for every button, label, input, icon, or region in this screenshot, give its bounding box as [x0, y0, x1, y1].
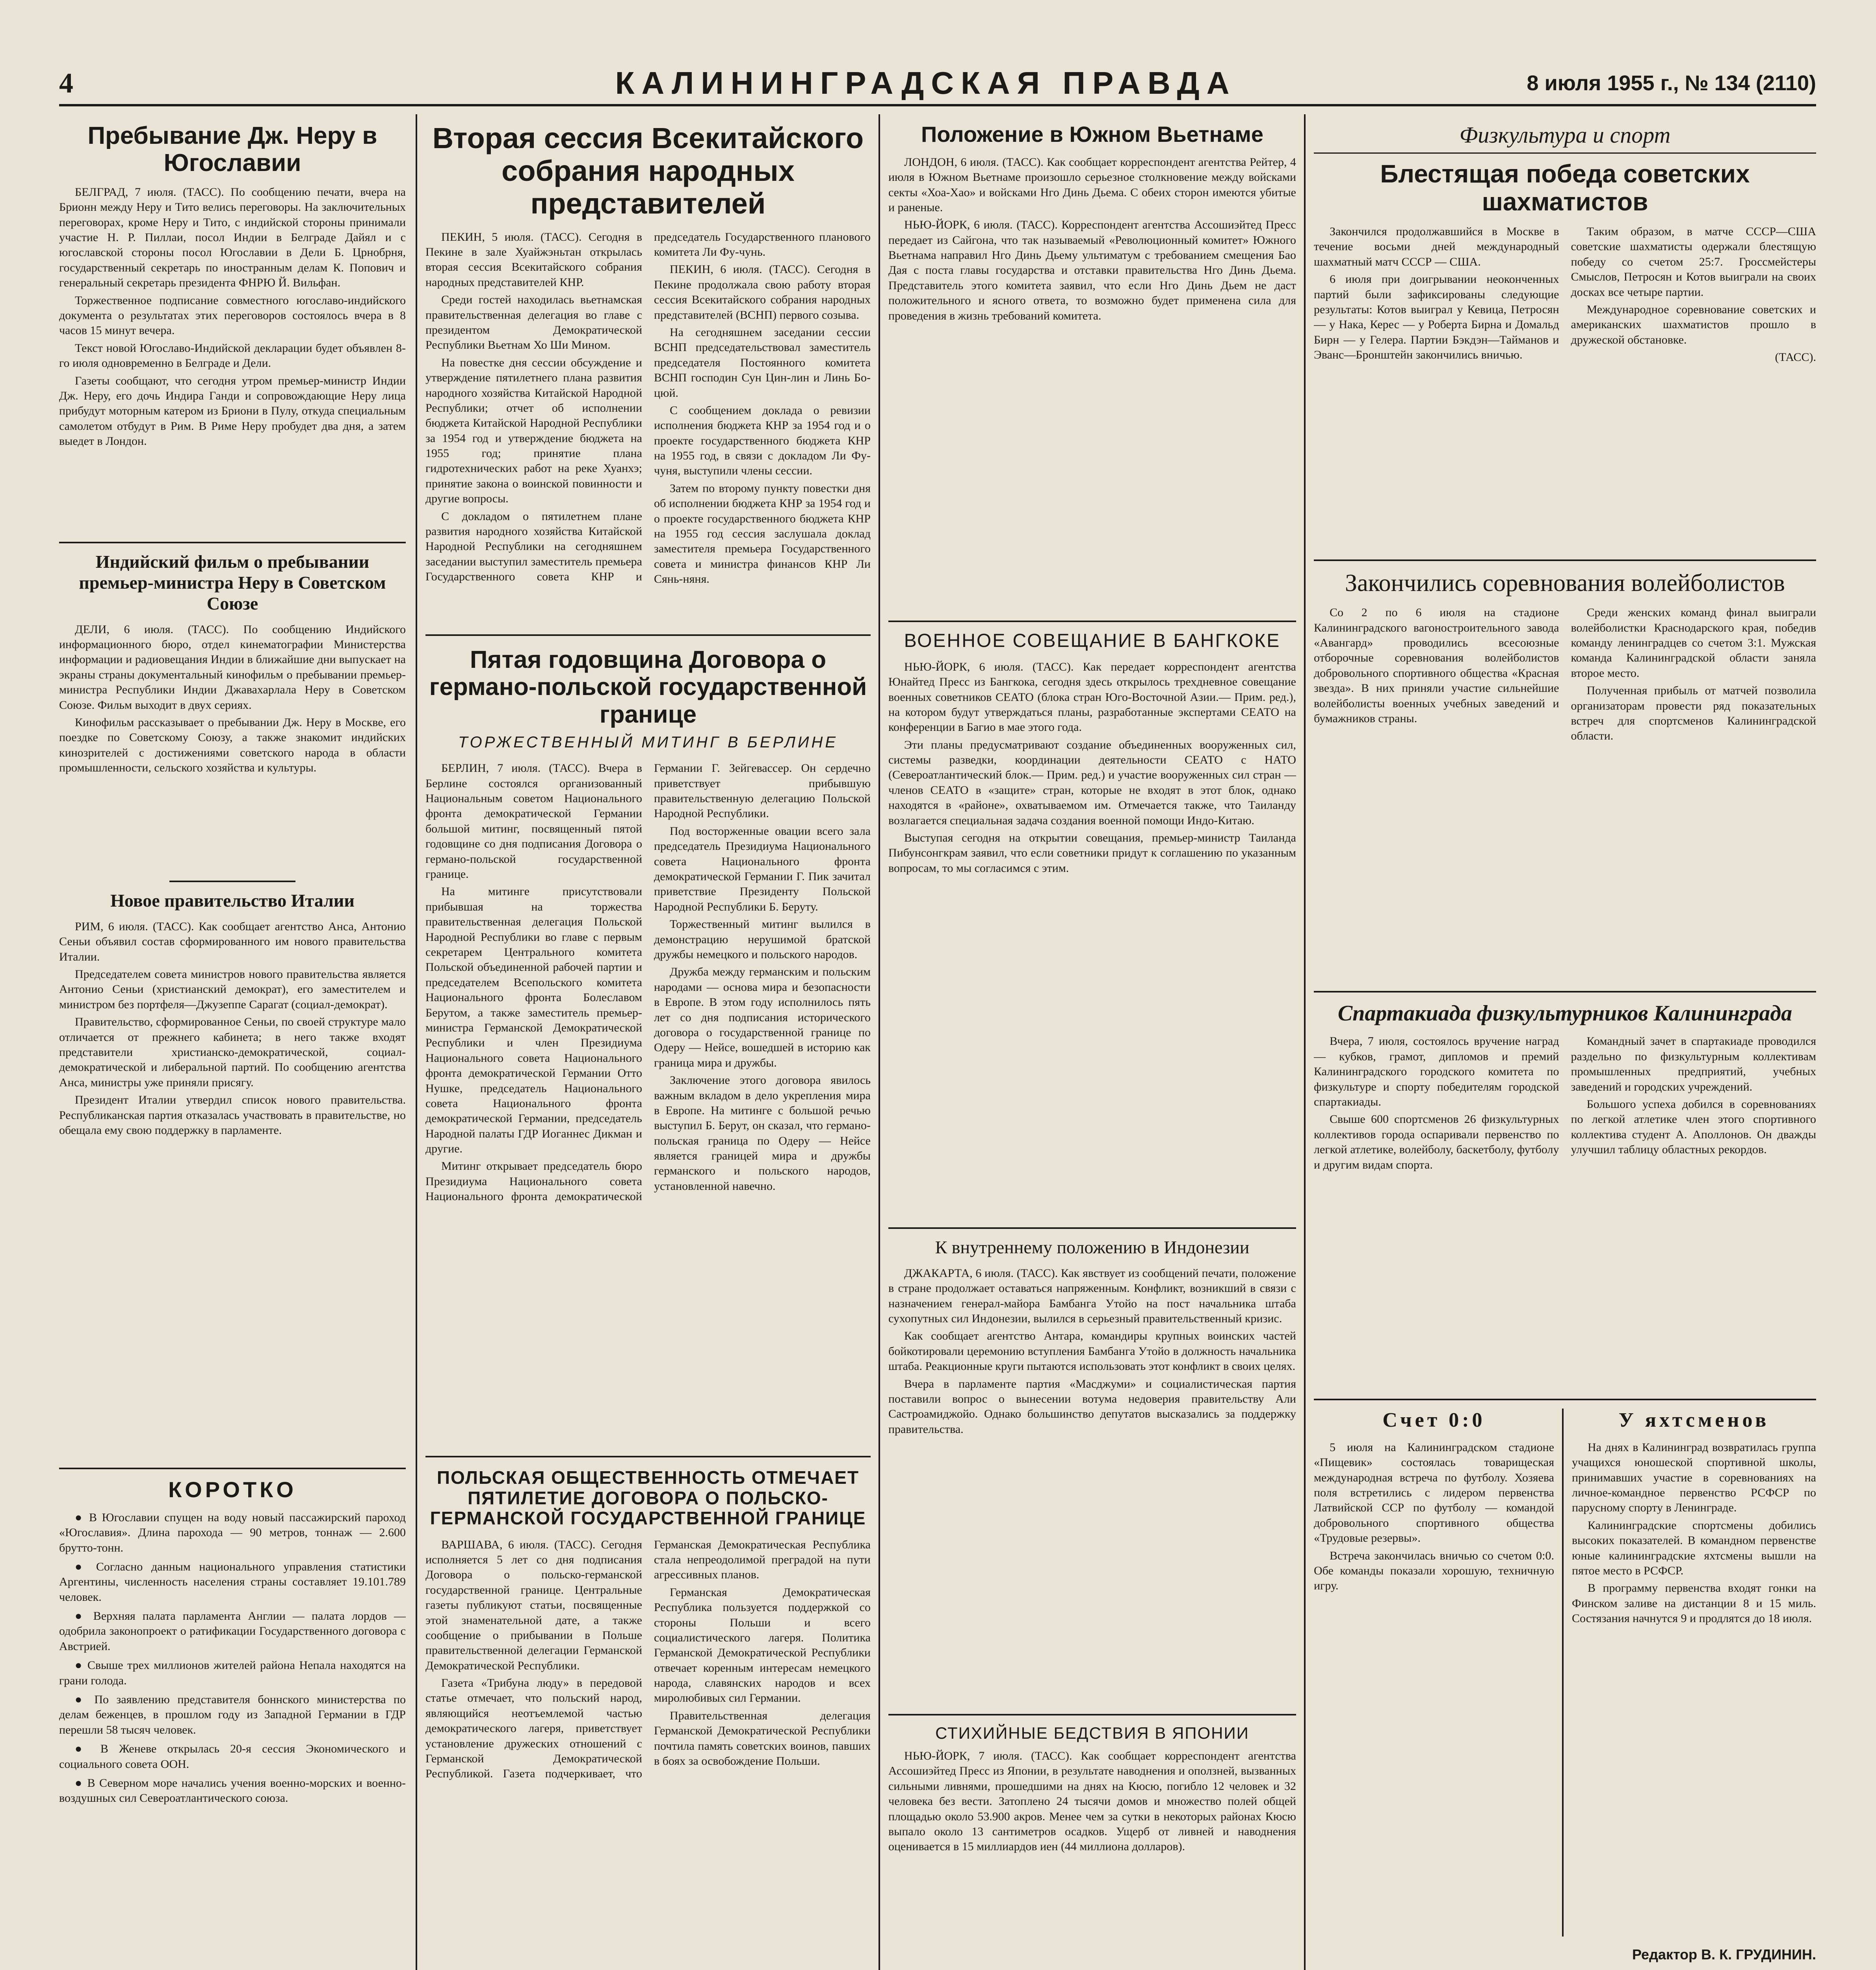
- article-japan-disasters: [888, 1724, 1296, 1968]
- article-title: Индийский фильм о пребывании премьер-министра Неру в Советском Союзе: [79, 552, 386, 613]
- article-paragraph: НЬЮ-ЙОРК, 7 июля. (ТАСС). Как сообщает корреспондент агентства Ассошиэйтед Пресс из Японии, в результате наводнения и оползней, вызванных сильными ливнями, прошедшими на днях на Кюсю, погибло 12 человек и 32 человека без вести. Затоплено 24 тысячи домов и множество полей общей площадью около 53.900 акров. Менее чем за сутки в некоторых районах Кюсю выпало около 13 сантиметров осадков. Ущерб от ливней и наводнения оценивается в 15 миллиардов иен (44 миллиона долларов).: [888, 1749, 1296, 1853]
- article-nehru-yugoslavia: [59, 122, 406, 536]
- article-paragraph: На повестке дня сессии обсуждение и утверждение пятилетнего плана развития народного хозяйства Китайской Народной Республики; отчет об исполнении бюджета Китайской Народной Республики за 1954 год и утверждение бюджета на 1955 год; принятие плана гидротехнических работ на реке Хуанхэ; принятие закона о воинской повинности и другие вопросы.: [425, 356, 642, 506]
- news-briefs: [59, 1478, 406, 1966]
- article-title: Пятая годовщина Договора о германо-польской государственной границе: [429, 646, 867, 728]
- brief-item: ● В Женеве открылась 20-я сессия Экономического и социального совета ООН.: [59, 1741, 406, 1772]
- article-paragraph: Таким образом, в матче СССР—США советские шахматисты одержали блестящую победу со счетом 25:7. Гроссмейстеры Смыслов, Петросян и Котов выиграли на своих досках все четыре партии.: [1571, 225, 1816, 299]
- article-paragraph: Кинофильм рассказывает о пребывании Дж. Неру в Москве, его поездке по Советскому Союзу, а также знакомит индийских кинозрителей с достижениями советского народа в области промышленности, сельского хозяйства и культуры.: [59, 716, 406, 775]
- article-divider: [1314, 559, 1816, 561]
- article-paragraph: ДЕЛИ, 6 июля. (ТАСС). По сообщению Индийского информационного бюро, отдел кинематографии Министерства информации и радиовещания Индии в ближайшие дни выпускает на экраны страны документальный кинофильм о пребывании премьер-министра Республики Индии Джавахарлала Неру в Советском Союзе. Фильм выходит в двух сериях.: [59, 623, 406, 712]
- section-title: Физкультура и спорт: [1314, 122, 1816, 154]
- article-paragraph: Дружба между германским и польским народами — основа мира и безопасности в Европе. В этом году исполнилось пять лет со дня подписания исторического договора о государственной границе по Одеру — Нейсе, вошедшей в историю как граница мира и дружбы.: [654, 965, 871, 1069]
- article-title: Пребывание Дж. Неру в Югославии: [87, 122, 377, 177]
- article-paragraph: БЕЛГРАД, 7 июля. (ТАСС). По сообщению печати, вчера на Брионн между Неру и Тито велись переговоры. На заключительных переговорах, кроме Неру и Тито, с индийской стороны принимали участие Н. Р. Пиллаи, посол Индии в Белграде Дайял и с югославской стороны посол Югославии в Дели Б. Црнобрня, государственный секретарь по иностранным делам К. Попович и генеральный секретарь президента ФНРЮ Й. Вильфан.: [59, 185, 406, 290]
- article-indian-film: [59, 552, 406, 875]
- article-title: ВОЕННОЕ СОВЕЩАНИЕ В БАНГКОКЕ: [904, 630, 1281, 651]
- newspaper-page: [59, 59, 1816, 1970]
- article-title: ПОЛЬСКАЯ ОБЩЕСТВЕННОСТЬ ОТМЕЧАЕТ ПЯТИЛЕТИЕ ДОГОВОРА О ПОЛЬСКО-ГЕРМАНСКОЙ ГОСУДАРСТВЕННОЙ ГРАНИЦЕ: [430, 1468, 866, 1529]
- column-rule: [416, 114, 417, 1970]
- article-divider: [425, 634, 871, 636]
- article-paragraph: Эти планы предусматривают создание объединенных вооруженных сил, системы разведки, координации деятельности СЕАТО с НАТО (Североатлантический блок.— Прим. ред.) и участие вооруженных сил стран — членов СЕАТО в «защите» стран, которые не входят в этот блок, однако находятся в «районе», охватываемом им. Отмечается также, что Таиланду возлагается специальная задача создания военной помощи Индо-Китаю.: [888, 738, 1296, 827]
- article-paragraph: Текст новой Югославо-Индийской декларации будет объявлен 8-го июля одновременно в Белграде и Дели.: [59, 341, 406, 370]
- article-divider: [169, 881, 295, 882]
- article-yachtsmen: [1572, 1409, 1816, 1937]
- article-paragraph: Полученная прибыль от матчей позволила организаторам провести ряд показательных встреч для спортсменов Калининградской области.: [1571, 684, 1816, 743]
- article-title: Вторая сессия Всекитайского собрания народных представителей: [432, 122, 864, 220]
- brief-item: ● В Югославии спущен на воду новый пассажирский пароход «Югославия». Длина парохода — 90 метров, тоннаж — 2.600 брутто-тонн.: [59, 1510, 406, 1556]
- article-paragraph: Среди гостей находилась вьетнамская правительственная делегация во главе с президентом Демократической Республики Вьетнам Хо Ши Мином.: [425, 293, 642, 352]
- article-paragraph: С докладом о пятилетнем плане развития народного хозяйства Китайской Народной Республики на сегодняшнем заседании выступил заместитель премьера Государственного совета КНР и председатель Государственного планового комитета Ли Фу-чунь.: [425, 230, 871, 584]
- article-paragraph: Газеты сообщают, что сегодня утром премьер-министр Индии Дж. Неру, его дочь Индира Ганди и сопровождающие Неру лица прибудут моторным катером из Бриони в Пулу, откуда специальным самолетом отбудут в Рим. В Риме Неру пробудет два дня, а затем выедет в Лондон.: [59, 374, 406, 448]
- article-divider: [888, 621, 1296, 622]
- article-paragraph: Международное соревнование советских и американских шахматистов прошло в дружеской обстановке.: [1571, 303, 1816, 346]
- article-paragraph: 6 июля при доигрывании неоконченных партий были зафиксированы следующие результаты: Котов выиграл у Кевица, Петросян — у Нака, Керес — у Роберта Бирна и Домальд Бирн — у Гелера. Партии Бэкдэн—Тайманов и Эванс—Бронштейн закончились вничью.: [1314, 273, 1559, 362]
- article-divider: [888, 1227, 1296, 1229]
- article-paragraph: НЬЮ-ЙОРК, 6 июля. (ТАСС). Корреспондент агентства Ассошиэйтед Пресс передает из Сайгона, что так называемый «Революционный комитет» Южного Вьетнама направил Нго Динь Дьему ультиматум с требованием смещения Бао Дая с поста главы государства и отставки правительства Нго Динь Дьема. Представитель этого комитета заявил, что если Нго Динь Дьем не даст положительного и ясного ответа, то возможно будет применена сила для проведения в жизнь требований комитета.: [888, 218, 1296, 322]
- article-paragraph: Затем по второму пункту повестки дня об исполнении бюджета КНР за 1954 год и о проекте государственного бюджета КНР на 1955 год сессия заслушала доклад заместителя премьера Государственного совета и министра финансов КНР Ли Сянь-няня.: [654, 481, 871, 586]
- article-paragraph: На митинге присутствовали прибывшая на торжества правительственная делегация Польской Народной Республики во главе с первым секретарем Центрального комитета Польской объединенной рабочей партии и председателем Всепольского комитета Национального фронта Болеславом Берутом, а также заместитель премьер-министра Германской Демократической Республики и член Президиума Национального совета Национального фронта демократической Германии Отто Нушке, председатель Национального совета Национального фронта демократической Германии, председатель Народной палаты ГДР Иоганнес Дикман и другие.: [425, 885, 642, 1156]
- article-paragraph: Под восторженные овации всего зала председатель Президиума Национального совета Национального фронта демократической Германии Г. Пик зачитал приветствие Президенту Польской Народной Республики Б. Беруту.: [654, 824, 871, 913]
- article-score-zero: [1314, 1409, 1554, 1960]
- article-paragraph: ЛОНДОН, 6 июля. (ТАСС). Как сообщает корреспондент агентства Рейтер, 4 июля в Южном Вьетнаме произошло серьезное столкновение между войсками секты «Хоа-Хао» и войсками Нго Динь Дьема. С обеих сторон имеются убитые и раненые.: [888, 155, 1296, 214]
- article-chinese-session: [425, 122, 871, 630]
- issue-date: 8 июля 1955 г., № 134 (2110): [1527, 71, 1816, 95]
- article-divider: [59, 542, 406, 543]
- article-paragraph: РИМ, 6 июля. (ТАСС). Как сообщает агентство Анса, Антонио Сеньи объявил состав сформированного им нового правительства Италии.: [59, 920, 406, 963]
- article-divider: [1314, 991, 1816, 992]
- briefs-title: КОРОТКО: [168, 1478, 297, 1502]
- article-paragraph: ПЕКИН, 6 июля. (ТАСС). Сегодня в Пекине продолжала свою работу вторая сессия Всекитайского собрания народных представителей (ВСНП) первого созыва.: [654, 263, 871, 322]
- article-paragraph: Торжественный митинг вылился в демонстрацию нерушимой братской дружбы немецкого и польского народов.: [654, 918, 871, 961]
- article-paragraph: Командный зачет в спартакиаде проводился раздельно по физкультурным коллективам промышленных предприятий, учебных заведений и городских учреждений.: [1571, 1035, 1816, 1093]
- column-rule: [879, 114, 880, 1970]
- article-title: Положение в Южном Вьетнаме: [921, 122, 1264, 147]
- article-paragraph: Вчера, 7 июля, состоялось вручение наград — кубков, грамот, дипломов и премий Калининградского городского комитета по физкультуре и спорту победителям городской спартакиады.: [1314, 1035, 1559, 1108]
- article-divider: [425, 1456, 871, 1457]
- article-paragraph: Среди женских команд финал выиграли волейболистки Краснодарского края, победив команду ленинградцев со счетом 3:1. Мужская команда Калининградской области заняла второе место.: [1571, 606, 1816, 680]
- article-paragraph: С сообщением доклада о ревизии исполнения бюджета КНР за 1954 год и о проекте государственного бюджета КНР на 1955 год, в связи с докладом Ли Фу-чуня, выступили члены сессии.: [654, 403, 871, 478]
- article-paragraph: На днях в Калининград возвратилась группа учащихся юношеской спортивной школы, принимавших участие в соревнованиях на личное-командное первенство РСФСР по парусному спорту в Ленинграде.: [1572, 1440, 1816, 1515]
- article-bangkok-meeting: [888, 630, 1296, 1221]
- article-indonesia: [888, 1237, 1296, 1710]
- article-paragraph: Вчера в парламенте партия «Масджуми» и социалистическая партия поставили вопрос о вынесении вотума недоверия правительству Али Састроамиджойо. Однако большинство депутатов высказались за поддержку правительства.: [888, 1377, 1296, 1436]
- article-paragraph: Правительственная делегация Германской Демократической Республики почтила память советских воинов, павших в боях за освобождение Польши.: [654, 1709, 871, 1768]
- article-volleyball: [1314, 569, 1816, 987]
- article-title: Спартакиада физкультурников Калининграда: [1337, 1001, 1792, 1026]
- article-paragraph: Заключение этого договора явилось важным вкладом в дело укрепления мира в Европе. На митинге с большой речью выступил Б. Берут, он сказал, что германо-польская граница по Одеру — Нейсе является границей мира и дружбы германского и польского народов, установленной навечно.: [654, 1074, 871, 1193]
- article-divider: [59, 1468, 406, 1469]
- brief-item: ● В Северном море начались учения военно-морских и военно-воздушных сил Североатлантического союза.: [59, 1776, 406, 1806]
- article-paragraph: БЕРЛИН, 7 июля. (ТАСС). Вчера в Берлине состоялся организованный Национальным советом Национального фронта демократической Германии большой митинг, посвященный пятой годовщине со дня подписания Договора о германо-польской государственной границе.: [425, 762, 642, 881]
- article-paragraph: Свыше 600 спортсменов 26 физкультурных коллективов города оспаривали первенство по легкой атлетике, волейболу, баскетболу, футболу и другим видам спорта.: [1314, 1113, 1559, 1171]
- article-paragraph: Закончился продолжавшийся в Москве в течение восьми дней международный шахматный матч СССР — США.: [1314, 225, 1559, 268]
- article-paragraph: Выступая сегодня на открытии совещания, премьер-министр Таиланда Пибунсонгкрам заявил, что если советники придут к соглашению по указанным вопросам, то мы согласимся с этим.: [888, 831, 1296, 875]
- article-paragraph: ПЕКИН, 5 июля. (ТАСС). Сегодня в Пекине в зале Хуайжэньтан открылась вторая сессия Всекитайского собрания народных представителей КНР.: [425, 230, 642, 289]
- article-title: Счет 0:0: [1382, 1409, 1486, 1431]
- article-paragraph: Большого успеха добился в соревнованиях по легкой атлетике член этого спортивного коллектива студент А. Аполлонов. Он дважды улучшил таблицу областных рекордов.: [1571, 1097, 1816, 1156]
- article-paragraph: Газета «Трибуна люду» в передовой статье отмечает, что польский народ, являющийся неотъемлемой частью демократического лагеря, приветствует установление дружеских отношений с Германской Демократической Республикой. Газета подчеркивает, что Германская Демократическая Республика стала непреодолимой преградой на пути агрессивных планов.: [425, 1538, 871, 1780]
- article-paragraph: НЬЮ-ЙОРК, 6 июля. (ТАСС). Как передает корреспондент агентства Юнайтед Пресс из Бангкока, сегодня здесь открылось трехдневное совещание военных советников СЕАТО (блока стран Юго-Восточной Азии.— Прим. ред.), на котором будут утверждаться планы, разработанные экспертами СЕАТО на конференции в Багио в мае этого года.: [888, 660, 1296, 734]
- article-paragraph: Германская Демократическая Республика пользуется поддержкой со стороны Польши и всего социалистического лагеря. Политика Германской Демократической Республики отвечает коренным интересам немецкого народа, славянских народов и всех миролюбивых сил Германии.: [654, 1585, 871, 1705]
- article-paragraph: Митинг открывает председатель бюро Президиума Национального совета Национального фронта демократической Германии Г. Зейгевассер. Он сердечно приветствует прибывшую правительственную делегацию Польской Народной Республики.: [425, 762, 871, 1203]
- article-paragraph: Председателем совета министров нового правительства является Антонио Сеньи (христианский демократ), его заместителем и министром без портфеля—Джузеппе Сарагат (социал-демократ).: [59, 968, 406, 1011]
- article-title: Закончились соревнования волейболистов: [1345, 570, 1785, 597]
- article-italy-government: [59, 890, 406, 1462]
- article-spartakiad: [1314, 1001, 1816, 1395]
- article-paragraph: 5 июля на Калининградском стадионе «Пищевик» состоялась товарищеская международная встреча по футболу. Хозяева поля встретились с лидером первенства Латвийской ССР по футболу — командой добровольного спортивного общества «Трудовые резервы».: [1314, 1440, 1554, 1545]
- article-paragraph: Правительство, сформированное Сеньи, по своей структуре мало отличается от прежнего кабинета; в него также входят представители христианско-демократической, социал-демократической и либеральной партий. По сообщению агентства Анса, министры уже приняли присягу.: [59, 1015, 406, 1089]
- article-paragraph: На сегодняшнем заседании сессии ВСНП председательствовал заместитель председателя Постоянного комитета ВСНП господин Сун Цин-лин и Линь Бо-цюй.: [654, 325, 871, 400]
- article-paragraph: Калининградские спортсмены добились высоких показателей. В командном первенстве юные калининградские яхтсмены вышли на пятое место в РСФСР.: [1572, 1518, 1816, 1577]
- brief-item: ● Свыше трех миллионов жителей района Непала находятся на грани голода.: [59, 1658, 406, 1688]
- column-rule: [1562, 1409, 1564, 1937]
- page-number: 4: [59, 67, 73, 99]
- masthead: [59, 59, 1816, 106]
- article-source: (ТАСС).: [1775, 351, 1816, 364]
- article-title: СТИХИЙНЫЕ БЕДСТВИЯ В ЯПОНИИ: [935, 1724, 1249, 1742]
- article-paragraph: Торжественное подписание совместного югославо-индийского документа о результатах этих переговоров состоялось вчера в 8 часов 15 минут вечера.: [59, 294, 406, 337]
- editor-signature: Редактор В. К. ГРУДИНИН.: [1632, 1946, 1816, 1963]
- article-paragraph: В программу первенства входят гонки на Финском заливе на дистанции 8 и 15 миль. Состязания начнутся 9 и продлятся до 18 июля.: [1572, 1582, 1816, 1625]
- article-paragraph: ДЖАКАРТА, 6 июля. (ТАСС). Как явствует из сообщений печати, положение в стране продолжает оставаться напряженным. Конфликт, возникший в связи с назначением генерал-майора Бамбанга Утойо на пост начальника штаба сухопутных сил Индонезии, вылился в серьезный правительственный кризис.: [888, 1266, 1296, 1325]
- article-paragraph: Президент Италии утвердил список нового правительства. Республиканская партия отказалась участвовать в правительстве, но обещала ему свою поддержку в парламенте.: [59, 1093, 406, 1137]
- newspaper-name: КАЛИНИНГРАДСКАЯ ПРАВДА: [615, 65, 1237, 100]
- article-polish-public: [425, 1468, 871, 1968]
- article-paragraph: ВАРШАВА, 6 июля. (ТАСС). Сегодня исполняется 5 лет со дня подписания Договора о польско-германской государственной границе. Центральные газеты публикуют статьи, посвященные этой знаменательной дате, а также сообщение о прибывании в Польше правительственной делегации Германской Демократической Республики.: [425, 1538, 642, 1672]
- article-title: Блестящая победа советских шахматистов: [1380, 159, 1750, 216]
- article-subtitle: ТОРЖЕСТВЕННЫЙ МИТИНГ В БЕРЛИНЕ: [458, 734, 838, 751]
- article-paragraph: Как сообщает агентство Антара, командиры крупных воинских частей бойкотировали церемонию вступления Бамбанга Утойо в должность начальника штаба. Реакционные круги пытаются использовать этот конфликт в своих целях.: [888, 1329, 1296, 1373]
- column-rule: [1304, 114, 1306, 1970]
- brief-item: ● Согласно данным национального управления статистики Аргентины, численность населения страны составляет 19.101.789 человек.: [59, 1559, 406, 1605]
- article-paragraph: Встреча закончилась вничью со счетом 0:0. Обе команды показали хорошую, техничную игру.: [1314, 1549, 1554, 1593]
- brief-item: ● Верхняя палата парламента Англии — палата лордов — одобрила законопроект о ратификации Государственного договора с Австрией.: [59, 1609, 406, 1654]
- article-treaty-anniversary: [425, 646, 871, 1450]
- article-divider: [888, 1714, 1296, 1715]
- article-paragraph: Со 2 по 6 июля на стадионе Калининградского вагоностроительного завода «Авангард» проводились всесоюзные отборочные соревнования волейболистов добровольного спортивного общества «Красная звезда». В них приняли участие сильнейшие волейболисты военных учебных заведений и бумажников страны.: [1314, 606, 1559, 725]
- article-divider: [1314, 1399, 1816, 1400]
- article-title: К внутреннему положению в Индонезии: [935, 1237, 1250, 1257]
- article-title: Новое правительство Италии: [110, 890, 355, 911]
- article-chess-victory: [1314, 122, 1816, 556]
- article-south-vietnam: [888, 122, 1296, 615]
- article-title: У яхтсменов: [1618, 1409, 1770, 1431]
- brief-item: ● По заявлению представителя боннского министерства по делам беженцев, в прошлом году из Западной Германии в ГДР перешли 58 тысяч человек.: [59, 1692, 406, 1738]
